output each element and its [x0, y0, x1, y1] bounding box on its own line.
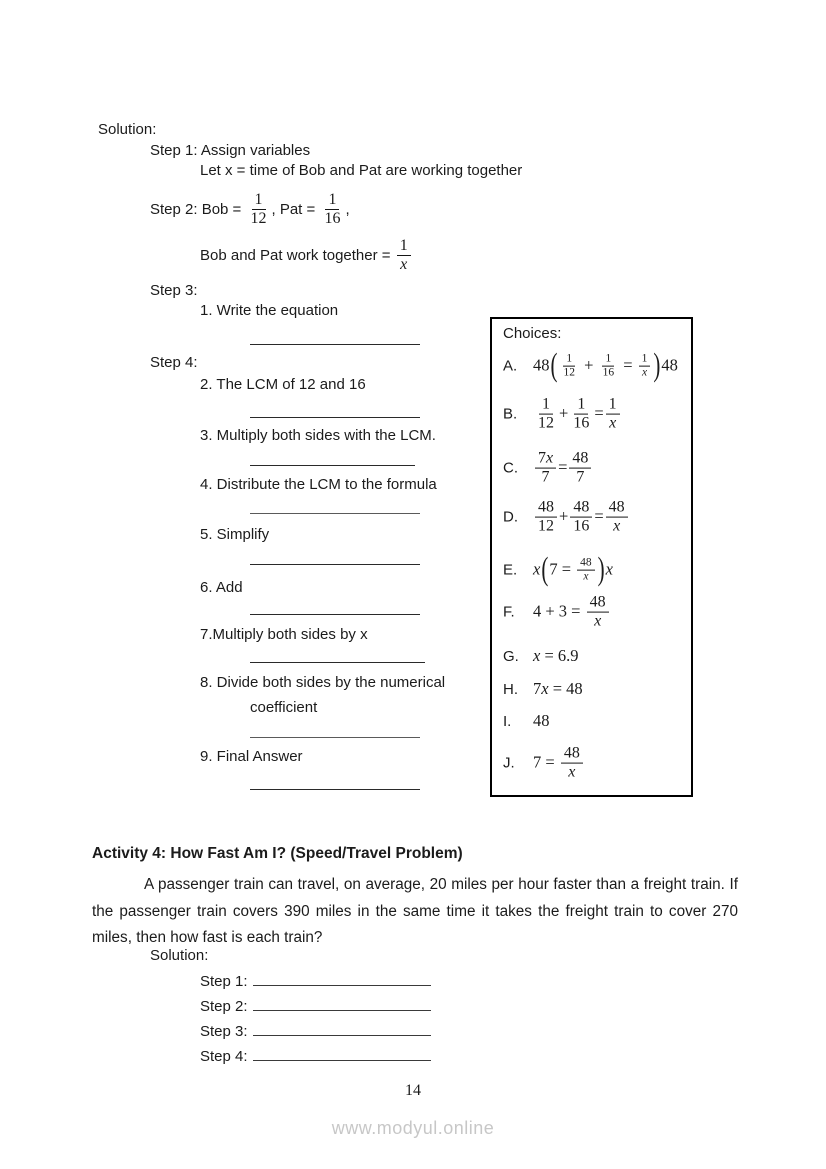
list-item-8-line1: 8. Divide both sides by the numerical — [200, 674, 446, 691]
parenthesis: ( — [541, 550, 549, 588]
list-item-8-line2: coefficient — [250, 699, 318, 716]
fraction: $\frac{48}{12}$ — [535, 499, 557, 536]
choice-formula — [533, 594, 611, 631]
choices-box — [490, 317, 693, 797]
choice-G — [503, 646, 579, 666]
choice-formula — [533, 550, 613, 588]
math-text: 48 — [533, 356, 550, 375]
list-item-1: 1. Write the equation — [200, 302, 339, 319]
fill-in-blank — [253, 1021, 431, 1036]
math-text: + — [559, 507, 569, 526]
math-text: 7 = — [549, 560, 576, 579]
list-item-3: 3. Multiply both sides with the LCM. — [200, 427, 436, 444]
choice-formula — [533, 679, 583, 699]
list-item-2: 2. The LCM of 12 and 16 — [200, 376, 366, 393]
choice-formula — [533, 346, 678, 384]
fraction: $\frac{1}{x}$ — [639, 353, 651, 380]
math-text: 4 + 3 = — [533, 602, 585, 621]
choice-letter: C. — [503, 459, 518, 477]
list-item-9: 9. Final Answer — [200, 748, 303, 765]
step1-line: Let x = time of Bob and Pat are working together — [200, 162, 523, 179]
list-item-7: 7.Multiply both sides by x — [200, 626, 368, 643]
choice-B — [503, 396, 622, 433]
step2-line2 — [200, 235, 413, 275]
choice-letter: F. — [503, 603, 515, 621]
step3-label: Step 3: — [150, 282, 198, 299]
choice-formula — [533, 499, 630, 536]
activity4-paragraph: A passenger train can travel, on average, 20 miles per hour faster than a freight train. If the passenger train covers 390 miles in the same time it takes the freight train to cover 270 miles, then how fast is each train? — [92, 876, 738, 946]
answer-blank-9 — [250, 789, 420, 790]
watermark: www.modyul.online — [331, 1118, 495, 1138]
step-label: Step 4: — [200, 1048, 248, 1065]
solution-label: Solution: — [98, 121, 157, 138]
answer-blank-6 — [250, 614, 420, 615]
fraction: $\frac{1}{16}$ — [573, 395, 590, 432]
choice-letter: I. — [503, 712, 512, 730]
step2-mid: , Pat = — [271, 200, 320, 218]
math-text: x — [533, 560, 541, 579]
math-text: = — [619, 356, 637, 375]
choice-letter: G. — [503, 647, 519, 665]
choice-formula — [533, 646, 579, 666]
activity4-heading: Activity 4: How Fast Am I? (Speed/Travel Problem) — [92, 845, 463, 862]
choice-E — [503, 550, 613, 588]
fraction: $\frac{48}{x}$ — [587, 594, 609, 631]
list-item-4: 4. Distribute the LCM to the formula — [200, 476, 437, 493]
math-text: 48 — [661, 356, 678, 375]
choice-formula — [533, 745, 585, 782]
choice-D — [503, 499, 630, 536]
activity4-step-1 — [200, 971, 431, 990]
answer-blank-5 — [250, 564, 420, 565]
fraction-1-16: $\frac{1}{16}$ — [324, 190, 341, 227]
math-text: 48 — [533, 711, 550, 730]
fraction: $\frac{1}{12}$ — [538, 395, 554, 432]
choice-letter: A. — [503, 357, 518, 375]
fill-in-blank — [253, 996, 431, 1011]
fraction-1-12: $\frac{1}{12}$ — [250, 190, 267, 227]
math-text: x = 6.9 — [533, 646, 579, 665]
choice-J — [503, 745, 585, 782]
fraction: $\frac{48}{x}$ — [561, 745, 583, 782]
choice-formula — [533, 711, 550, 731]
choice-letter: E. — [503, 561, 518, 579]
math-text: x — [605, 560, 613, 579]
parenthesis: ) — [653, 346, 661, 384]
choice-F — [503, 594, 611, 631]
step-label: Step 2: — [200, 998, 248, 1015]
parenthesis: ( — [550, 346, 558, 384]
answer-blank-1 — [250, 344, 420, 345]
math-text: 7x = 48 — [533, 679, 583, 698]
fraction: $\frac{48}{x}$ — [577, 557, 595, 584]
answer-blank-7 — [250, 662, 425, 663]
answer-blank-4 — [250, 513, 420, 514]
fraction: $\frac{1}{16}$ — [602, 352, 615, 379]
choice-formula — [533, 396, 622, 433]
choice-A — [503, 346, 678, 384]
together-prefix: Bob and Pat work together = — [200, 246, 395, 264]
step2-prefix: Step 2: Bob = — [150, 200, 246, 218]
fraction: $\frac{48}{7}$ — [569, 450, 591, 487]
page-number: 14 — [405, 1082, 421, 1099]
fraction: $\frac{7x}{7}$ — [535, 450, 556, 487]
choice-C — [503, 450, 593, 487]
choice-letter: B. — [503, 405, 518, 423]
fraction: $\frac{48}{16}$ — [570, 499, 592, 536]
step4-label: Step 4: — [150, 354, 198, 371]
activity4-step-3 — [200, 1021, 431, 1040]
activity4-solution-label: Solution: — [150, 947, 209, 964]
math-text: = — [558, 458, 568, 477]
fraction-1-x: $\frac{1}{x}$ — [397, 237, 411, 274]
math-text: + — [559, 404, 569, 423]
activity4-section — [92, 845, 738, 952]
choices-title: Choices: — [503, 325, 562, 342]
step2-line1 — [150, 189, 350, 229]
parenthesis: ) — [597, 550, 605, 588]
step2-suffix: , — [345, 200, 350, 218]
math-text: 7 = — [533, 753, 559, 772]
choice-I — [503, 711, 550, 731]
fraction: $\frac{1}{x}$ — [606, 396, 620, 433]
list-item-5: 5. Simplify — [200, 526, 270, 543]
answer-blank-3 — [250, 465, 415, 466]
math-text: = — [594, 507, 604, 526]
choice-letter: J. — [503, 754, 515, 772]
answer-blank-8 — [250, 737, 420, 738]
fill-in-blank — [253, 1046, 431, 1061]
choice-letter: D. — [503, 508, 518, 526]
activity4-step-2 — [200, 996, 431, 1015]
step-label: Step 1: — [200, 973, 248, 990]
math-text: = — [594, 404, 604, 423]
fill-in-blank — [253, 971, 431, 986]
step1-title: Step 1: Assign variables — [150, 142, 311, 159]
step-label: Step 3: — [200, 1023, 248, 1040]
fraction: $\frac{1}{12}$ — [563, 352, 575, 379]
choice-formula — [533, 450, 593, 487]
activity4-step-4 — [200, 1046, 431, 1065]
list-item-6: 6. Add — [200, 579, 243, 596]
answer-blank-2 — [250, 417, 420, 418]
math-text: + — [580, 356, 598, 375]
choice-H — [503, 679, 583, 699]
choice-letter: H. — [503, 680, 518, 698]
fraction: $\frac{48}{x}$ — [606, 499, 628, 536]
